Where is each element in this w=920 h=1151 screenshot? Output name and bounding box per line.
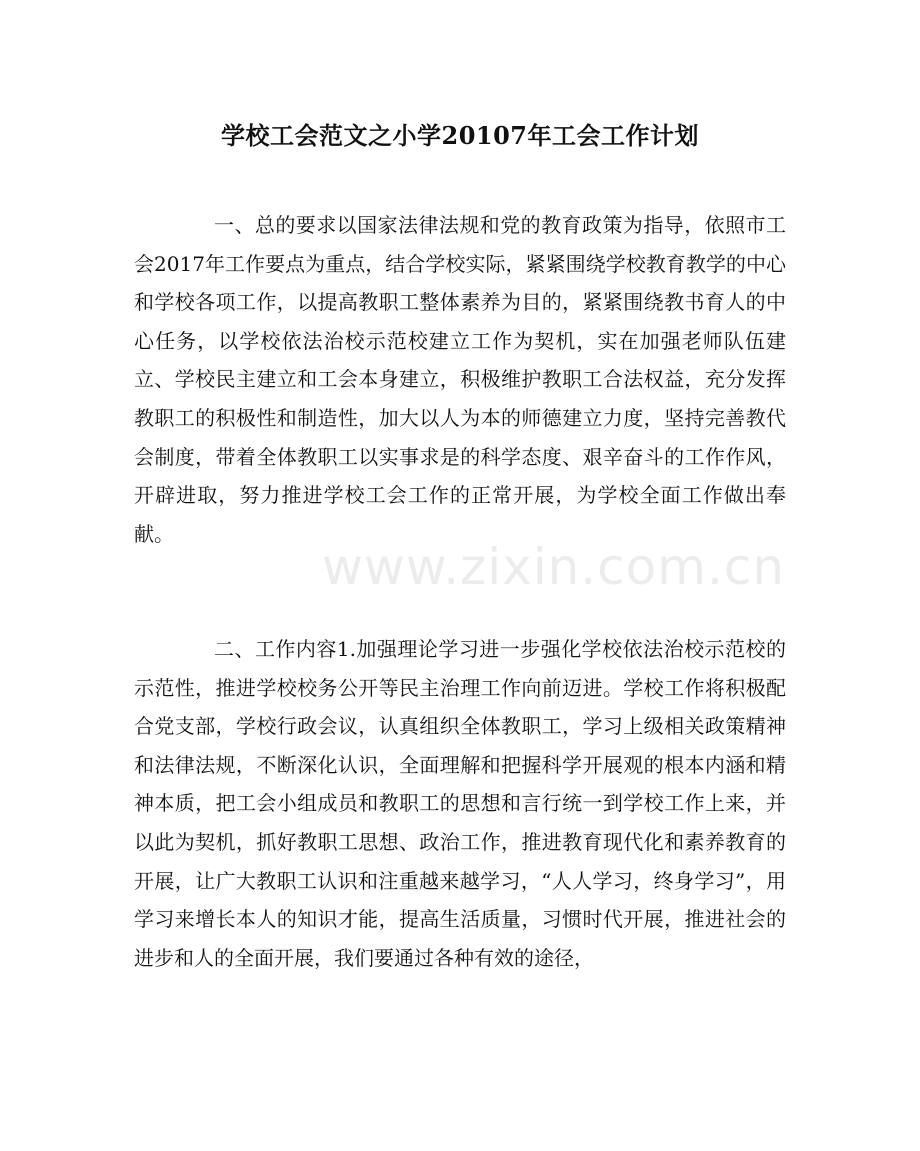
paragraph-general-requirements: 一、总的要求以国家法律法规和党的教育政策为指导，依照市工会2017年工作要点为重点，结合学校实际，紧紧围绕学校教育教学的中心和学校各项工作，以提高教职工整体素养为目的，紧紧围绕教书育人的中心任务，以学校依法治校示范校建立工作为契机，实在加强老师队伍建立、学校民主建立和工会本身建立，积极维护教职工合法权益，充分发挥教职工的积极性和制造性，加大以人为本的师德建立力度，坚持完善教代会制度，带着全体教职工以实事求是的科学态度、艰辛奋斗的工作作风，开辟进取，努力推进学校工会工作的正常开展，为学校全面工作做出奉献。	[134, 213, 786, 546]
watermark: www.zixin.com.cn	[322, 538, 786, 596]
document-title: 学校工会范文之小学20107年工会工作计划	[221, 121, 699, 150]
paragraph-work-content: 二、工作内容1.加强理论学习进一步强化学校依法治校示范校的示范性，推进学校校务公开等民主治理工作向前迈进。学校工作将积极配合党支部，学校行政会议，认真组织全体教职工，学习上级相关政策精神和法律法规，不断深化认识，全面理解和把握科学开展观的根本内涵和精神本质，把工会小组成员和教职工的思想和言行统一到学校工作上来，并以此为契机，抓好教职工思想、政治工作，推进教育现代化和素养教育的开展，让广大教职工认识和注重越来越学习，“人人学习，终身学习”，用学习来增长本人的知识才能，提高生活质量，习惯时代开展，推进社会的进步和人的全面开展，我们要通过各种有效的途径，	[134, 637, 786, 970]
